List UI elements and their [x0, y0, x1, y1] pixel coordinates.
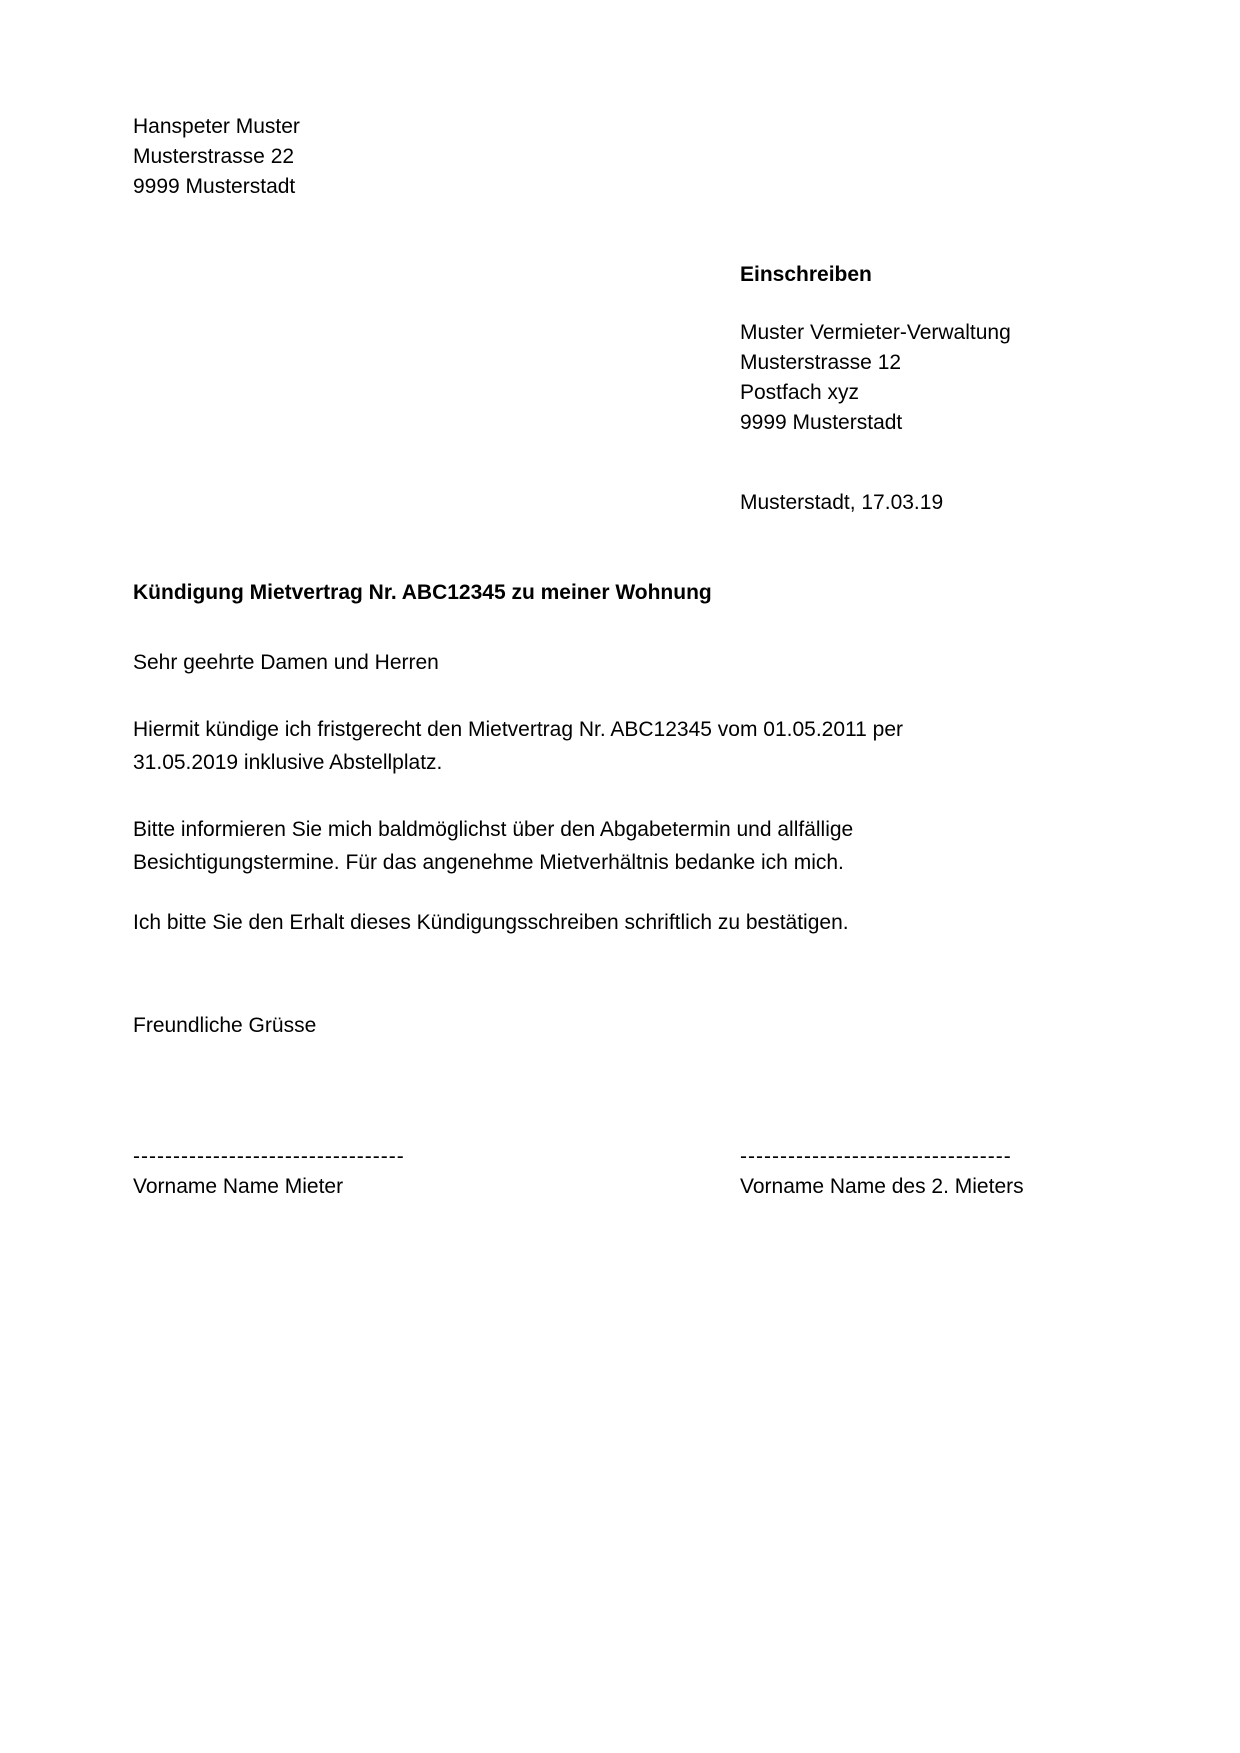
letter-body: [133, 576, 1108, 1202]
recipient-city: 9999 Musterstadt: [740, 411, 903, 434]
sender-street: Musterstrasse 22: [133, 145, 295, 168]
paragraph: [133, 906, 1108, 939]
signature-row: [133, 1142, 1108, 1202]
signature-tenant-1: [133, 1142, 740, 1202]
signature-tenant-2: [740, 1142, 1108, 1202]
sender-block: [133, 112, 300, 202]
recipient-name: Muster Vermieter-Verwaltung: [740, 321, 1011, 344]
recipient-street: Musterstrasse 12: [740, 351, 902, 374]
closing-formula: Freundliche Grüsse: [133, 1014, 317, 1037]
signature-line: ----------------------------------: [133, 1145, 405, 1168]
sender-name: Hanspeter Muster: [133, 115, 300, 138]
sender-city: 9999 Musterstadt: [133, 175, 296, 198]
date-line: Musterstadt, 17.03.19: [740, 491, 944, 514]
recipient-pobox: Postfach xyz: [740, 381, 860, 404]
paragraph-line: Bitte informieren Sie mich baldmöglichst über den Abgabetermin und allfällige: [133, 818, 854, 841]
paragraph-line: 31.05.2019 inklusive Abstellplatz.: [133, 751, 443, 774]
paragraph-line: Besichtigungstermine. Für das angenehme Mietverhältnis bedanke ich mich.: [133, 851, 844, 874]
paragraph: [133, 813, 1108, 879]
recipient-column: [740, 260, 1160, 518]
signature-line: ----------------------------------: [740, 1145, 1012, 1168]
delivery-method-label: Einschreiben: [740, 263, 872, 286]
paragraph-line: Hiermit kündige ich fristgerecht den Mietvertrag Nr. ABC12345 vom 01.05.2011 per: [133, 718, 904, 741]
recipient-block: [740, 318, 1160, 438]
paragraph: [133, 713, 1108, 779]
subject-line: Kündigung Mietvertrag Nr. ABC12345 zu meiner Wohnung: [133, 581, 712, 604]
salutation: Sehr geehrte Damen und Herren: [133, 651, 439, 674]
paragraph-line: Ich bitte Sie den Erhalt dieses Kündigungsschreiben schriftlich zu bestätigen.: [133, 911, 849, 934]
signature-name: Vorname Name des 2. Mieters: [740, 1175, 1024, 1198]
signature-name: Vorname Name Mieter: [133, 1175, 344, 1198]
